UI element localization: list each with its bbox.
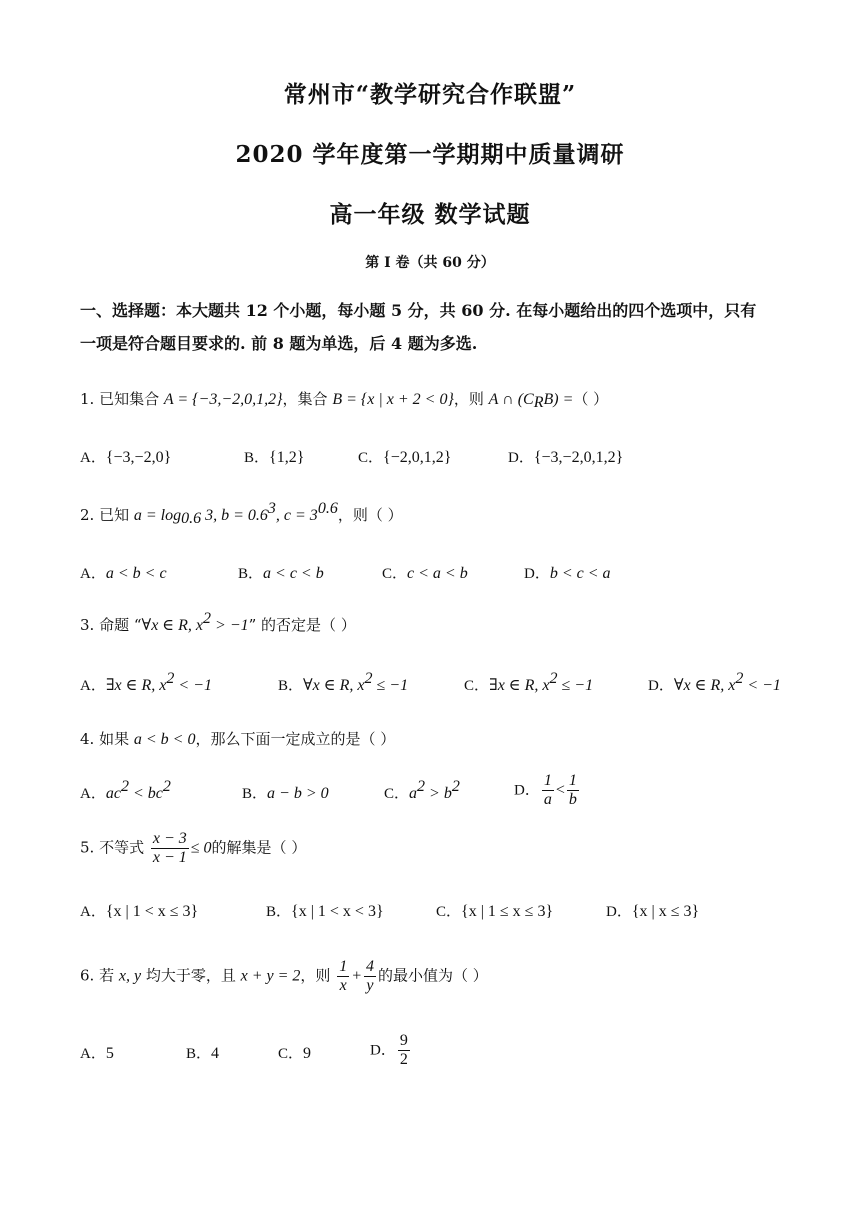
- q1-option-d[interactable]: D．{−3,−2,0,1,2}: [508, 449, 624, 466]
- question-4: [80, 728, 395, 749]
- q5-option-b[interactable]: B．{x | 1 < x < 3}: [266, 903, 384, 920]
- q6-option-c[interactable]: C．9: [278, 1045, 312, 1062]
- q2-option-d[interactable]: D．b < c < a: [524, 565, 611, 582]
- instruction-line-2: 一项是符合题目要求的. 前 8 题为单选，后 4 题为多选.: [80, 334, 478, 353]
- question-3-options: [80, 670, 800, 714]
- q3-prefix: 3. 命题 “: [80, 616, 142, 634]
- grade-subject-title: 高一年级 数学试题: [329, 201, 531, 228]
- question-2-options: [80, 562, 800, 602]
- q6-frac-left: $\frac{1}{x}$: [339, 958, 348, 994]
- q4-prefix: 4. 如果: [80, 730, 134, 748]
- q1-prefix: 1. 已知集合: [80, 390, 164, 408]
- q1-then: ，则: [453, 390, 489, 408]
- q6-d-fraction: $\frac{9}{2}$: [399, 1032, 408, 1068]
- question-4-options: [80, 772, 800, 812]
- exam-title: 2020 学年度第一学期期中质量调研: [235, 141, 625, 168]
- q1-suffix: （ ）: [573, 390, 609, 408]
- q2-b-sup: 3: [267, 500, 276, 517]
- q4-option-b[interactable]: B．a − b > 0: [242, 785, 329, 802]
- q6-option-d[interactable]: D． $\frac{9}{2}$: [370, 1032, 408, 1068]
- q3-option-a[interactable]: A．∃x ∈ R, $x^2 < -1$: [80, 670, 212, 694]
- school-title: 常州市“教学研究合作联盟”: [283, 81, 577, 108]
- q1-option-b[interactable]: B．{1,2}: [244, 449, 305, 466]
- q2-option-a[interactable]: A．a < b < c: [80, 565, 167, 582]
- instruction-line-1: 一、选择题：本大题共 12 个小题，每小题 5 分，共 60 分. 在每小题给出的四个选项中，只有: [80, 301, 757, 320]
- question-6-options: [80, 1032, 800, 1072]
- question-3: [80, 610, 356, 635]
- q2-prefix: 2. 已知: [80, 506, 134, 524]
- q1-expr-sub: R: [533, 394, 544, 411]
- q5-relation: ≤ 0: [190, 839, 212, 857]
- q4-option-c[interactable]: C．$a^2 > b^2$: [384, 778, 460, 802]
- q4-d-frac-right: $\frac{1}{b}$: [568, 772, 577, 808]
- q1-option-a[interactable]: A．{−3,−2,0}: [80, 449, 172, 466]
- q6-frac-right: $\frac{4}{y}$: [365, 958, 374, 994]
- q3-option-d[interactable]: D．∀x ∈ R, $x^2 < -1$: [648, 670, 781, 694]
- question-2: [80, 500, 403, 527]
- q5-option-d[interactable]: D．{x | x ≤ 3}: [606, 903, 700, 920]
- q2-c-def: , c = 3: [275, 507, 318, 524]
- q3-expr: ∀x ∈ R, x: [141, 617, 204, 634]
- q3-option-b[interactable]: B．∀x ∈ R, $x^2 \le -1$: [278, 670, 409, 694]
- q2-a-sub: 0.6: [181, 510, 202, 527]
- q6-option-a[interactable]: A．5: [80, 1045, 114, 1062]
- q4-suffix: ，那么下面一定成立的是（ ）: [195, 730, 396, 748]
- section-instruction: [80, 294, 790, 360]
- q2-a-end: 3, b = 0.6: [201, 507, 268, 524]
- q5-option-c[interactable]: C．{x | 1 ≤ x ≤ 3}: [436, 903, 554, 920]
- q2-a-def: a = log: [133, 507, 182, 524]
- q2-option-c[interactable]: C．c < a < b: [382, 565, 468, 582]
- q5-option-a[interactable]: A．{x | 1 < x ≤ 3}: [80, 903, 199, 920]
- q6-option-b[interactable]: B．4: [186, 1045, 220, 1062]
- question-1: [80, 388, 608, 409]
- question-6: [80, 958, 488, 995]
- q1-set-a: A = {−3,−2,0,1,2}: [163, 391, 283, 408]
- q6-then: ，则: [300, 966, 336, 985]
- q1-expr: A ∩ (C: [488, 391, 534, 408]
- question-1-options: [80, 446, 800, 486]
- q6-mid: 均大于零，且: [141, 966, 241, 985]
- q5-fraction: $\frac{x - 3}{x - 1}$: [152, 830, 187, 866]
- q2-suffix: ，则（ ）: [337, 506, 403, 524]
- q3-expr-sup: 2: [203, 610, 212, 627]
- q3-suffix: ” 的否定是（ ）: [248, 616, 356, 634]
- q6-prefix: 6. 若: [80, 966, 119, 985]
- volume-label: 第 I 卷（共 60 分）: [365, 255, 495, 271]
- question-5: [80, 830, 306, 867]
- q1-mid: ，集合: [282, 390, 333, 408]
- q6-condition: x + y = 2: [240, 967, 301, 985]
- q2-option-b[interactable]: B．a < c < b: [238, 565, 324, 582]
- q3-expr-end: > −1: [211, 617, 249, 634]
- q4-option-d[interactable]: D． $\frac{1}{a}$ < $\frac{1}{b}$: [514, 772, 577, 808]
- q3-option-c[interactable]: C．∃x ∈ R, $x^2 \le -1$: [464, 670, 594, 694]
- q1-expr-end: B) =: [543, 391, 574, 408]
- question-5-options: [80, 900, 800, 940]
- q4-d-frac-left: $\frac{1}{a}$: [543, 772, 552, 808]
- q6-plus: +: [351, 967, 362, 985]
- q5-prefix: 5. 不等式: [80, 838, 149, 857]
- q1-option-c[interactable]: C．{−2,0,1,2}: [358, 449, 452, 466]
- q5-suffix: 的解集是（ ）: [211, 838, 307, 857]
- q1-set-b: B = {x | x + 2 < 0}: [332, 391, 454, 408]
- q6-vars: x, y: [118, 967, 142, 985]
- q4-expr: a < b < 0: [133, 731, 196, 748]
- q4-option-a[interactable]: A．$ac^2 < bc^2$: [80, 778, 171, 802]
- q6-suffix: 的最小值为（ ）: [377, 966, 488, 985]
- q2-c-sup: 0.6: [317, 500, 338, 517]
